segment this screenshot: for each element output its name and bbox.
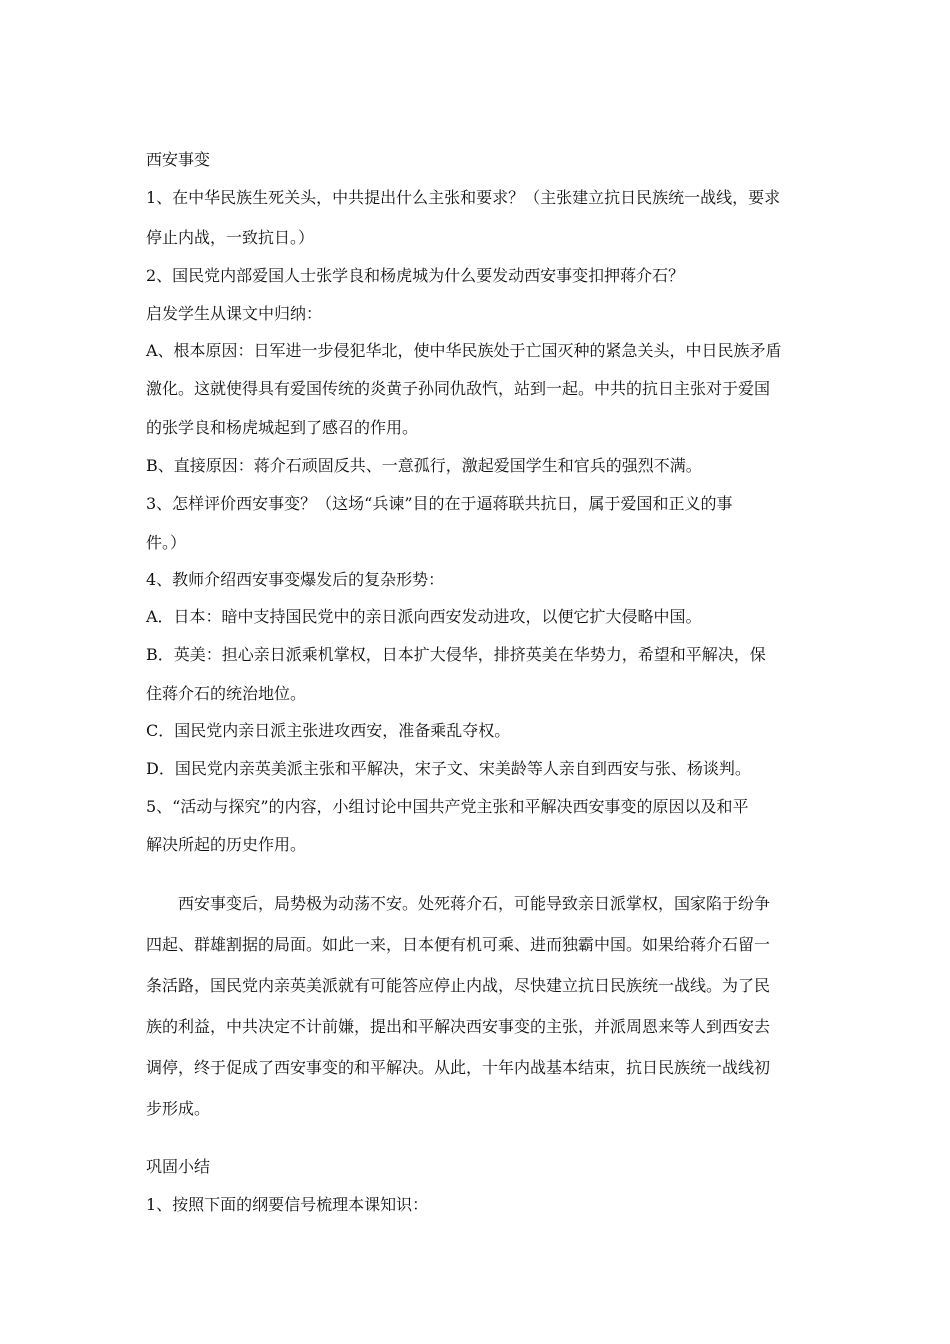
text-line: 2、国民党内部爱国人士张学良和杨虎城为什么要发动西安事变扣押蒋介石？: [146, 266, 685, 285]
text-line: 的张学良和杨虎城起到了感召的作用。: [146, 418, 419, 437]
text-line: 条活路，国民党内亲英美派就有可能答应停止内战，尽快建立抗日民族统一战线。为了民: [146, 976, 771, 995]
text-line: 停止内战，一致抗日。）: [146, 228, 315, 247]
text-line: 件。）: [146, 533, 187, 552]
text-line: B、直接原因：蒋介石顽固反共、一意孤行，激起爱国学生和官兵的强烈不满。: [146, 456, 702, 475]
text-line: 族的利益，中共决定不计前嫌，提出和平解决西安事变的主张，并派周恩来等人到西安去: [146, 1017, 771, 1036]
text-line: 1、在中华民族生死关头，中共提出什么主张和要求？（主张建立抗日民族统一战线，要求: [146, 188, 781, 207]
text-line: 四起、群雄割据的局面。如此一来，日本便有机可乘、进而独霸中国。如果给蒋介石留一: [146, 935, 771, 954]
text-line: 步形成。: [146, 1099, 211, 1118]
paragraph-first-line: 西安事变后，局势极为动荡不安。处死蒋介石，可能导致亲日派掌权，国家陷于纷争: [178, 894, 771, 913]
text-line: 启发学生从课文中归纳：: [146, 304, 323, 323]
section-heading-summary: 巩固小结: [146, 1157, 211, 1176]
text-line: 3、怎样评价西安事变？（这场“兵谏”目的在于逼蒋联共抗日，属于爱国和正义的事: [146, 494, 733, 513]
text-line: A、根本原因：日军进一步侵犯华北，使中华民族处于亡国灭种的紧急关头，中日民族矛盾: [146, 341, 782, 360]
text-line: 调停，终于促成了西安事变的和平解决。从此，十年内战基本结束，抗日民族统一战线初: [146, 1058, 771, 1077]
text-line: C．国民党内亲日派主张进攻西安，准备乘乱夺权。: [146, 721, 511, 740]
text-line: 4、教师介绍西安事变爆发后的复杂形势：: [146, 570, 445, 589]
text-line: D．国民党内亲英美派主张和平解决，宋子文、宋美龄等人亲自到西安与张、杨谈判。: [146, 759, 751, 778]
text-line: A．日本：暗中支持国民党中的亲日派向西安发动进攻，以便它扩大侵略中国。: [146, 607, 702, 626]
text-line: 5、“活动与探究”的内容，小组讨论中国共产党主张和平解决西安事变的原因以及和平: [146, 797, 749, 816]
text-line: 1、按照下面的纲要信号梳理本课知识：: [146, 1195, 429, 1214]
text-line: 住蒋介石的统治地位。: [146, 684, 307, 703]
text-line: 激化。这就使得具有爱国传统的炎黄子孙同仇敌忾，站到一起。中共的抗日主张对于爱国: [146, 379, 771, 398]
text-line: 解决所起的历史作用。: [146, 835, 307, 854]
text-line: B．英美：担心亲日派乘机掌权，日本扩大侵华，排挤英美在华势力，希望和平解决，保: [146, 645, 766, 664]
section-heading-xian-incident: 西安事变: [146, 150, 211, 169]
